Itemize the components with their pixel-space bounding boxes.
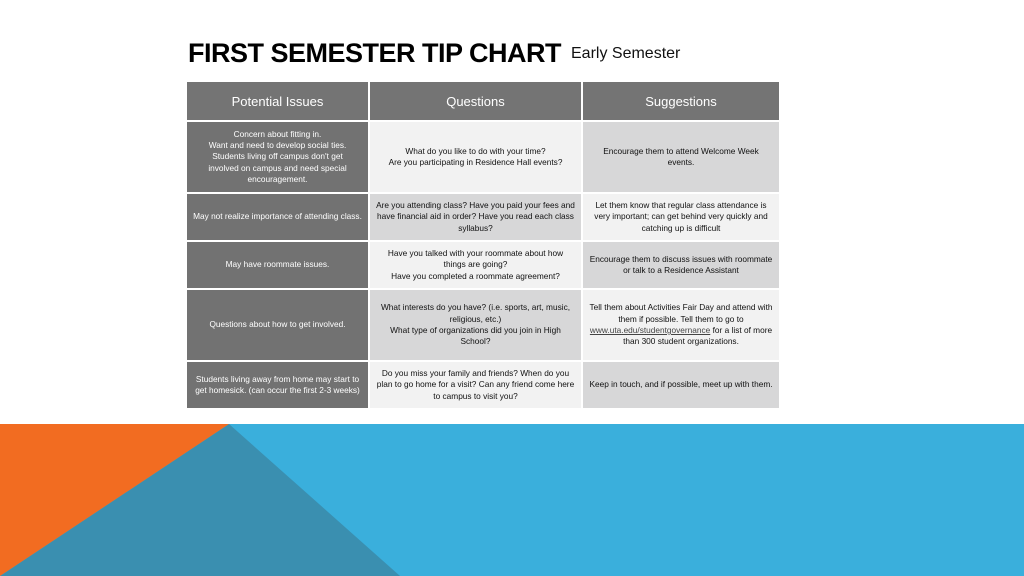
table-row: [186, 289, 780, 361]
table-row: [186, 241, 780, 289]
issue-cell: Concern about fitting in. Want and need to develop social ties. Students living off campus don't get involved on campus and need special encouragement.: [186, 121, 369, 193]
table-header-row: [186, 81, 780, 121]
question-cell: Have you talked with your roommate about how things are going? Have you completed a roommate agreement?: [369, 241, 582, 289]
suggestion-cell: [582, 289, 780, 361]
issue-cell: May not realize importance of attending class.: [186, 193, 369, 241]
suggestion-cell: Let them know that regular class attendance is very important; can get behind very quickly and catching up is difficult: [582, 193, 780, 241]
question-cell: Do you miss your family and friends? When do you plan to go home for a visit? Can any friend come here to campus to visit you?: [369, 361, 582, 409]
suggestion-cell: Encourage them to discuss issues with roommate or talk to a Residence Assistant: [582, 241, 780, 289]
issue-cell: Students living away from home may start to get homesick. (can occur the first 2-3 weeks): [186, 361, 369, 409]
header-suggestions: Suggestions: [582, 81, 780, 121]
suggestion-cell: Encourage them to attend Welcome Week events.: [582, 121, 780, 193]
table-row: [186, 361, 780, 409]
table-row: [186, 193, 780, 241]
suggestion-text-after: for a list of more than 300 student organizations.: [623, 325, 773, 347]
question-cell: What interests do you have? (i.e. sports, art, music, religious, etc.) What type of organizations did you join in High School?: [369, 289, 582, 361]
header-questions: Questions: [369, 81, 582, 121]
suggestion-text-before: Tell them about Activities Fair Day and attend with them if possible. Tell them to go to: [589, 302, 773, 324]
slide-title: FIRST SEMESTER TIP CHART: [188, 38, 562, 68]
table-row: [186, 121, 780, 193]
question-cell: What do you like to do with your time? Are you participating in Residence Hall events?: [369, 121, 582, 193]
question-cell: Are you attending class? Have you paid your fees and have financial aid in order? Have you read each class syllabus?: [369, 193, 582, 241]
tip-chart-table: [185, 80, 781, 410]
slide-subtitle: Early Semester: [571, 45, 681, 62]
suggestion-cell: Keep in touch, and if possible, meet up with them.: [582, 361, 780, 409]
header-potential-issues: Potential Issues: [186, 81, 369, 121]
issue-cell: May have roommate issues.: [186, 241, 369, 289]
issue-cell: Questions about how to get involved.: [186, 289, 369, 361]
student-governance-link[interactable]: www.uta.edu/studentgovernance: [589, 325, 711, 335]
